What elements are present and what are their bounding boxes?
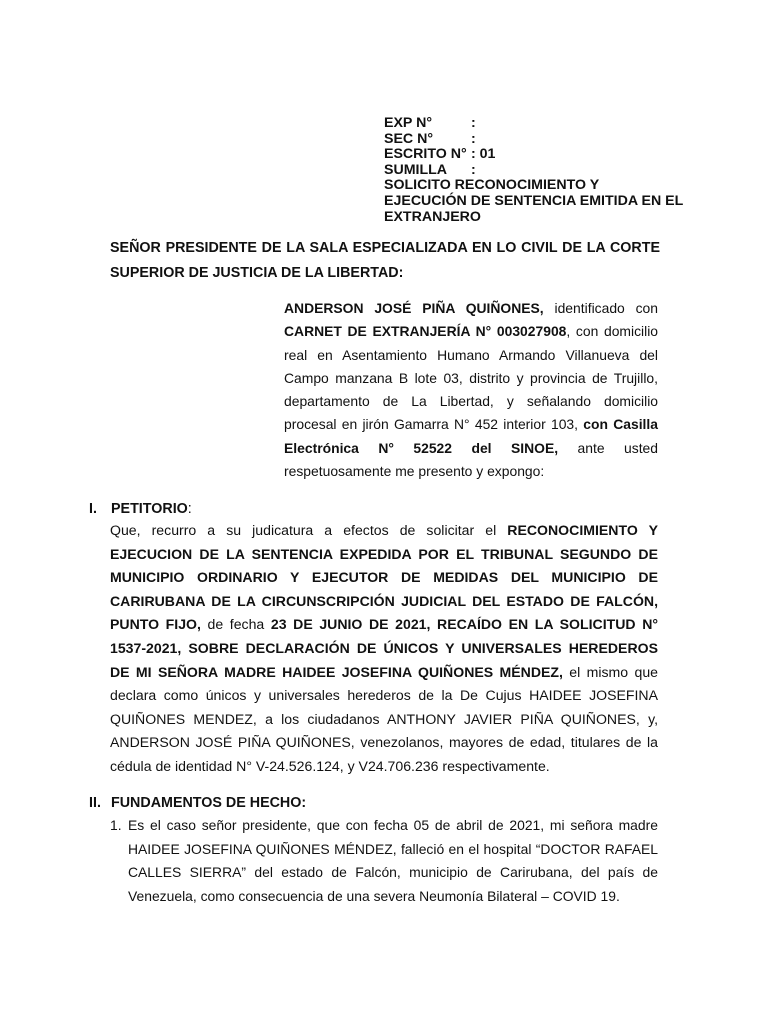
- petitorio-text-3: el mismo que declara como únicos y universales herederos de la De Cujus HAIDEE JOSEFINA QUIÑONES MENDEZ, a los ciudadanos ANTHONY JAVIER PIÑA QUIÑONES, y, ANDERSON JOSÉ PIÑA QUIÑONES, venezolanos, mayores de edad, titulares de la cédula de identidad N° V-24.526.124, y V24.706.236 respectivamente.: [110, 663, 658, 774]
- petitorio-heading: [89, 499, 389, 519]
- petitorio-text-2: de fecha: [200, 616, 271, 633]
- sec-label: SEC N°: [384, 130, 434, 147]
- petitorio-title: PETITORIO: [111, 501, 188, 517]
- exp-value: :: [471, 115, 476, 131]
- case-header: [384, 116, 684, 225]
- petitioner-name: ANDERSON JOSÉ PIÑA QUIÑONES,: [284, 300, 544, 316]
- sec-row: [384, 132, 684, 148]
- fundamentos-heading: [89, 793, 389, 813]
- petitorio-bold-1: RECONOCIMIENTO Y EJECUCION DE LA SENTENCIA EXPEDIDA POR EL TRIBUNAL SEGUNDO DE MUNICIPIO ORDINARIO Y EJECUTOR DE MEDIDAS DEL MUNICIPIO DE CARIRUBANA DE LA CIRCUNSCRIPCIÓN JUDICIAL DEL ESTADO DE FALCÓN, PUNTO FIJO,: [110, 522, 658, 633]
- escrito-label: ESCRITO N°: [384, 146, 467, 163]
- escrito-row: [384, 147, 684, 163]
- sumilla-label: SUMILLA: [384, 161, 448, 178]
- fundamentos-title: FUNDAMENTOS DE HECHO:: [111, 795, 307, 811]
- fundamento-item-1: [110, 814, 658, 908]
- fundamento-item-text: Es el caso señor presidente, que con fecha 05 de abril de 2021, mi señora madre HAIDEE JOSEFINA QUIÑONES MÉNDEZ, falleció en el hospital “DOCTOR RAFAEL CALLES SIERRA” del estado de Falcón, municipio de Carirubana, del país de Venezuela, como consecuencia de una severa Neumonía Bilateral – COVID 19.: [128, 817, 658, 904]
- sec-value: :: [471, 130, 476, 147]
- escrito-value: : 01: [471, 146, 496, 163]
- intro-text-2: , con domicilio real en Asentamiento Humano Armando Villanueva del Campo manzana B lote 03, distrito y provincia de Trujillo, departamento de La Libertad, y señalando domicilio procesal en jirón Gamarra N° 452 interior 103,: [284, 323, 658, 433]
- petitorio-colon: :: [187, 501, 192, 517]
- sumilla-row: [384, 163, 684, 179]
- fundamento-item-number: 1.: [110, 817, 122, 833]
- casilla-electronica: con Casilla Electrónica N° 52522 del SINOE,: [284, 416, 658, 456]
- fundamentos-number: II.: [89, 795, 101, 811]
- addressee: SEÑOR PRESIDENTE DE LA SALA ESPECIALIZADA EN LO CIVIL DE LA CORTE SUPERIOR DE JUSTICIA DE LA LIBERTAD:: [110, 240, 660, 281]
- exp-row: [384, 116, 684, 132]
- petitorio-bold-2: 23 DE JUNIO DE 2021, RECAÍDO EN LA SOLICITUD N° 1537-2021, SOBRE DECLARACIÓN DE ÚNICOS Y UNIVERSALES HEREDEROS DE MI SEÑORA MADRE HAIDEE JOSEFINA QUIÑONES MÉNDEZ,: [110, 616, 659, 680]
- intro-text-1: identificado con: [543, 300, 658, 316]
- sumilla-value: :: [471, 161, 476, 178]
- exp-label: EXP N°: [384, 115, 432, 131]
- petitorio-paragraph: [110, 519, 658, 779]
- intro-paragraph: [284, 297, 658, 483]
- petitorio-title-wrap: [111, 499, 192, 519]
- petitorio-number: I.: [89, 501, 97, 517]
- petitorio-text-1: Que, recurro a su judicatura a efectos de solicitar el: [110, 522, 508, 538]
- carnet-number: CARNET DE EXTRANJERÍA N° 003027908: [284, 323, 567, 340]
- sumilla-text: SOLICITO RECONOCIMIENTO Y EJECUCIÓN DE SENTENCIA EMITIDA EN EL EXTRANJERO: [384, 177, 684, 225]
- intro-text-3: ante usted respetuosamente me presento y expongo:: [284, 439, 658, 480]
